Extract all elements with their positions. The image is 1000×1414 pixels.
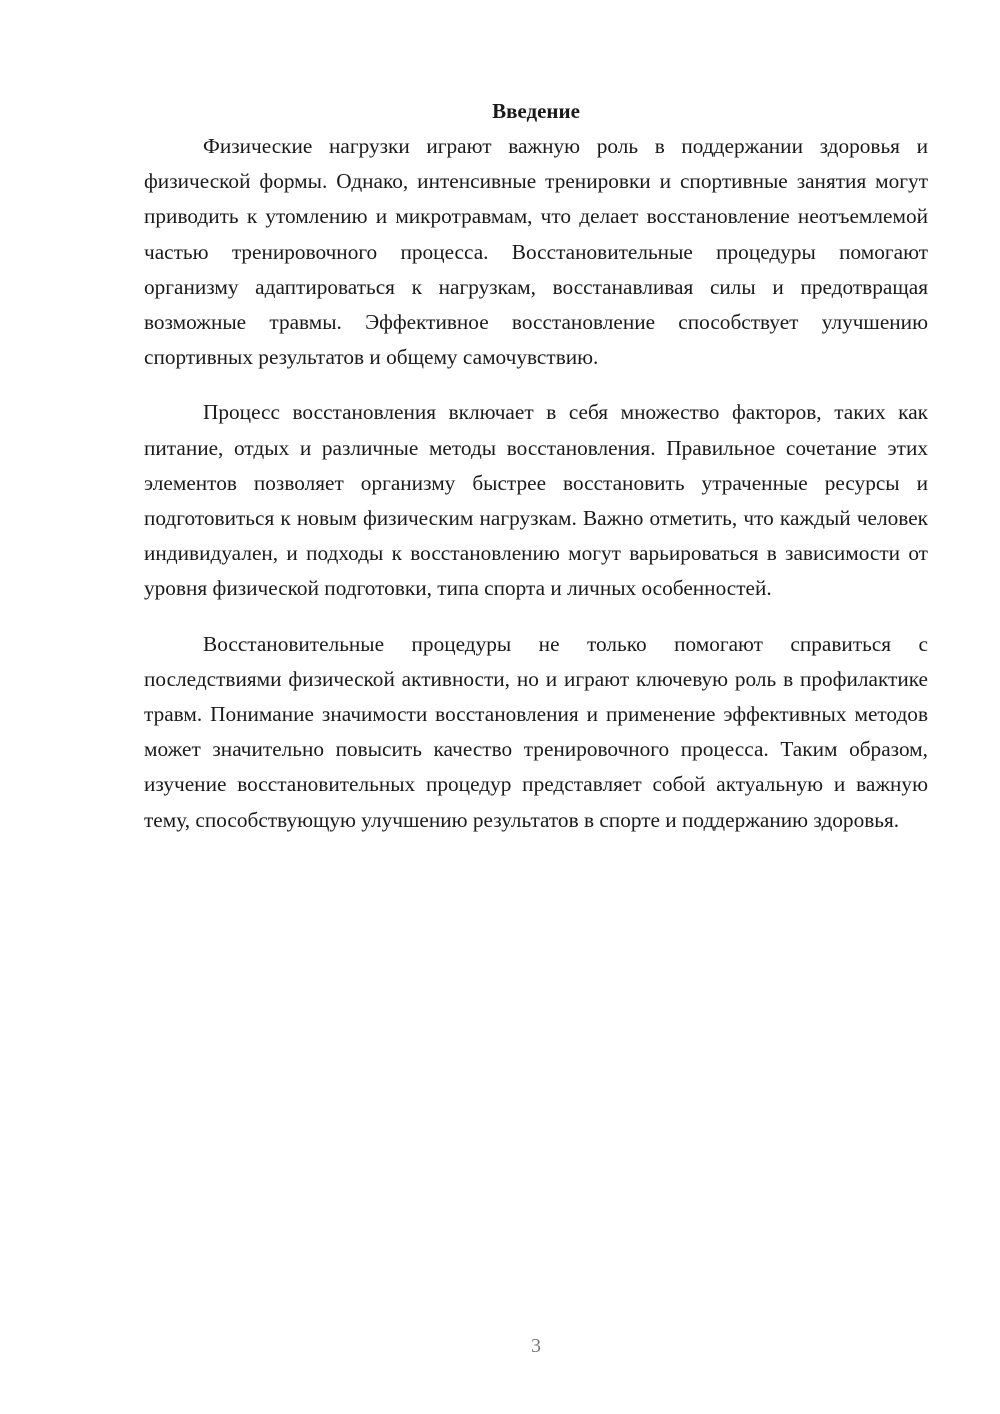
paragraph-2: Процесс восстановления включает в себя множество факторов, таких как питание, отдых и различные методы восстановления. Правильное сочетание этих элементов позволяет организму быстрее восстановить утраченные ресурсы и подготовиться к новым физическим нагрузкам. Важно отметить, что каждый человек индивидуален, и подходы к восстановлению могут варьироваться в зависимости от уровня физической подготовки, типа спорта и личных особенностей.	[144, 400, 928, 601]
section-title: Введение	[492, 99, 580, 123]
page-content	[144, 94, 928, 838]
paragraph-3: Восстановительные процедуры не только помогают справиться с последствиями физической активности, но и играют ключевую роль в профилактике травм. Понимание значимости восстановления и применение эффективных методов может значительно повысить качество тренировочного процесса. Таким образом, изучение восстановительных процедур представляет собой актуальную и важную тему, способствующую улучшению результатов в спорте и поддержанию здоровья.	[144, 631, 928, 832]
paragraph-1: Физические нагрузки играют важную роль в поддержании здоровья и физической формы. Однако, интенсивные тренировки и спортивные занятия могут приводить к утомлению и микротравмам, что делает восстановление неотъемлемой частью тренировочного процесса. Восстановительные процедуры помогают организму адаптироваться к нагрузкам, восстанавливая силы и предотвращая возможные травмы. Эффективное восстановление способствует улучшению спортивных результатов и общему самочувствию.	[144, 134, 928, 370]
page-number: 3	[531, 1335, 541, 1357]
